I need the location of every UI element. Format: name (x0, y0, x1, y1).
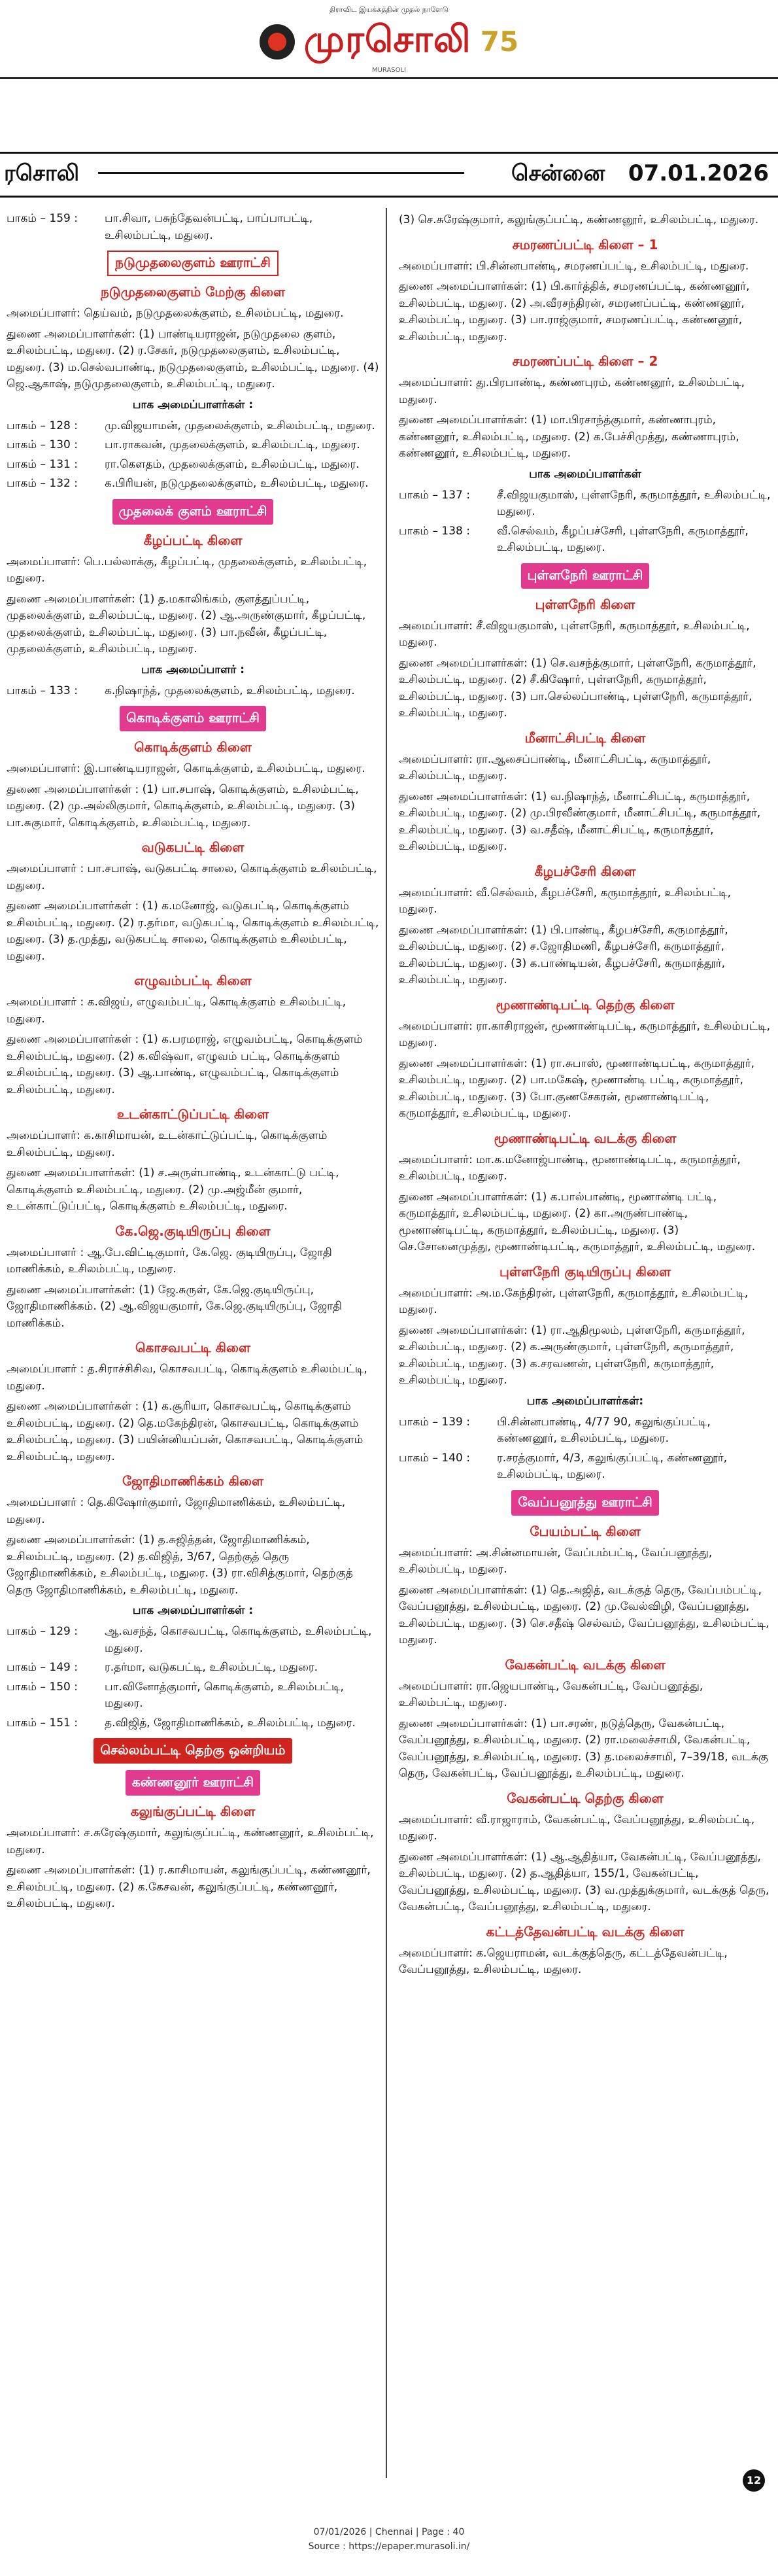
list-item: பாகம் – 138 : வீ.செல்வம், கீழப்பச்சேரி, புள்ளநேரி, கருமாத்தூர், உசிலம்பட்டி, மதுரை. (399, 524, 749, 554)
edition-bar (0, 152, 778, 198)
branch-heading: வடுகபட்டி கிளை (141, 839, 245, 855)
organizer-entry: அமைப்பாளர்: வீ.செல்வம், கீழபச்சேரி, கருமாத்தூர், உசிலம்பட்டி, மதுரை. (399, 886, 732, 916)
subsection-heading: பாக அமைப்பாளர்கள் (529, 467, 641, 481)
footer-edition-info: 07/01/2026 | Chennai | Page : 40 (313, 2527, 465, 2537)
organizer-entry: அமைப்பாளர்: ச.சுரேஷ்குமார், கலுங்குப்பட்டி, கண்ணனூர், உசிலம்பட்டி, மதுரை. (7, 1826, 374, 1856)
branch-heading: மூணாண்டிபட்டி தெற்கு கிளை (496, 996, 675, 1013)
masthead (0, 0, 778, 72)
page-footer (0, 2525, 778, 2554)
list-item: பாகம் – 151 : த.விஜித், ஜோதிமாணிக்கம், உசிலம்பட்டி, மதுரை. (7, 1716, 356, 1730)
deputy-entry: துணை அமைப்பாளர்கள் : (1) பா.சபாஷ், கொடிக்குளம், உசிலம்பட்டி, மதுரை. (2) மு.அல்லிகுமார், கொடிக்குளம், உசிலம்பட்டி, மதுரை. (3) பா.சுகுமார், கொடிக்குளம், உசிலம்பட்டி, மதுரை. (7, 782, 359, 829)
deputy-entry: துணை அமைப்பாளர்கள்: (1) ரா.சுபாஸ், மூணாண்டிபட்டி, கருமாத்தூர், உசிலம்பட்டி, மதுரை. (2) பா.மகேஷ், மூணாண்டி பட்டி, கருமாத்தூர், உசிலம்பட்டி, மதுரை. (3) போ.குணசேகரன், மூணாண்டிபட்டி, கருமாத்தூர், உசிலம்பட்டி, மதுரை. (399, 1056, 754, 1120)
branch-heading: ஜோதிமாணிக்கம் கிளை (122, 1473, 263, 1489)
organizer-entry: அமைப்பாளர்: இ.பாண்டியராஜன், கொடிக்குளம், உசிலம்பட்டி, மதுரை. (7, 762, 365, 775)
deputy-entry: துணை அமைப்பாளர்கள்: (1) பாண்டியராஜன், நடுமுதலை குளம், உசிலம்பட்டி, மதுரை. (2) ர.சேகர், நடுமுதலைகுளம், உசிலம்பட்டி, மதுரை. (3) ம.செல்வபாண்டி, நடுமுதலைகுளம், உசிலம்பட்டி, மதுரை. (4) ஜெ.ஆகாஷ், நடுமுதலைகுளம், உசிலம்பட்டி, மதுரை. (7, 327, 379, 391)
subsection-heading: பாக அமைப்பாளர்கள் : (132, 1604, 254, 1617)
branch-heading: வேகன்பட்டி வடக்கு கிளை (505, 1656, 666, 1673)
organizer-entry: அமைப்பாளர்: க.ஜெயராமன், வடக்குத்தெரு, கட்டத்தேவன்பட்டி, வேப்பனூத்து, உசிலம்பட்டி, மதுரை. (399, 1946, 728, 1976)
section-banner: முதலைக் குளம் ஊராட்சி (112, 499, 274, 525)
organizer-entry: அமைப்பாளர்: ரா.காசிராஜன், மூணாண்டிபட்டி, கருமாத்தூர், உசிலம்பட்டி, மதுரை. (399, 1019, 770, 1049)
list-item: பாகம் – 150 : பா.வினோத்குமார், கொடிக்குளம், உசிலம்பட்டி, மதுரை. (7, 1680, 344, 1710)
deputy-entry: துணை அமைப்பாளர்கள்: (1) பி.பாண்டி, கீழபச்சேரி, கருமாத்தூர், உசிலம்பட்டி, மதுரை. (2) ச.ஜோதிமணி, கீழபச்சேரி, கருமாத்தூர், உசிலம்பட்டி, மதுரை. (3) க.பாண்டியன், கீழபச்சேரி, கருமாத்தூர், உசிலம்பட்டி, மதுரை. (399, 923, 728, 986)
list-item: பாகம் – 133 : க.நிஷாந்த், முதலைக்குளம், உசிலம்பட்டி, மதுரை. (7, 684, 355, 697)
section-banner: புள்ளநேரி ஊராட்சி (521, 563, 650, 589)
list-item: பாகம் – 131 : ரா.கௌதம், முதலைக்குளம், உசிலம்பட்டி, மதுரை. (7, 457, 360, 471)
organizer-entry: அமைப்பாளர் : பா.சபாஷ், வடுகபட்டி சாலை, கொடிக்குளம் உசிலம்பட்டி, மதுரை. (7, 862, 377, 892)
organizer-entry: அமைப்பாளர்: பி.சின்னபாண்டி, சமரணப்பட்டி, உசிலம்பட்டி, மதுரை. (399, 259, 749, 273)
branch-heading: கே.ஜெ.குடியிருப்பு கிளை (115, 1223, 271, 1239)
list-item: பாகம் – 159 : பா.சிவா, பசுந்தேவன்பட்டி, பாப்பாபட்டி, உசிலம்பட்டி, மதுரை. (7, 212, 313, 242)
deputy-entry: துணை அமைப்பாளர்கள்: (1) மா.பிரசாந்த்குமார், கண்ணாபுரம், கண்ணனூர், உசிலம்பட்டி, மதுரை. (2) க.பேச்சிமுத்து, கண்ணாபுரம், கண்ணனூர், உசிலம்பட்டி, மதுரை. (399, 413, 739, 460)
deputy-entry: துணை அமைப்பாளர்கள்: (1) பி.கார்த்திக், சமரணப்பட்டி, கண்ணனூர், உசிலம்பட்டி, மதுரை. (2) அ.வீரசந்திரன், சமரணப்பட்டி, கண்ணனூர், உசிலம்பட்டி, மதுரை. (3) பா.ராஜ்குமார், சமரணப்பட்டி, கண்ணனூர், உசிலம்பட்டி, மதுரை. (399, 280, 750, 343)
section-banner: வேப்பனூத்து ஊராட்சி (511, 1490, 659, 1516)
branch-heading: கட்டத்தேவன்பட்டி வடக்கு கிளை (486, 1923, 685, 1940)
organizer-entry: அமைப்பாளர்: மா.க.மனோஜ்பாண்டி, மூணாண்டிபட்டி, கருமாத்தூர், உசிலம்பட்டி, மதுரை. (399, 1153, 741, 1183)
subsection-heading: பாக அமைப்பாளர் : (141, 663, 245, 676)
branch-heading: வேகன்பட்டி தெற்கு கிளை (507, 1790, 664, 1806)
deputy-entry: துணை அமைப்பாளர்கள்: (1) தெ.அஜித், வடக்குத் தெரு, வேப்பம்பட்டி, வேப்பனூத்து, உசிலம்பட்டி, மதுரை. (2) மு.வேல்விழி, வேப்பனூத்து, உசிலம்பட்டி, மதுரை. (3) செ.சதீஷ் செல்வம், வேப்பனூத்து, உசிலம்பட்டி, மதுரை. (399, 1583, 770, 1646)
organizer-entry: அமைப்பாளர்: வீ.ராஜாராம், வேகன்பட்டி, வேப்பனூத்து, உசிலம்பட்டி, மதுரை. (399, 1813, 755, 1843)
organizer-entry: அமைப்பாளர்: அ.சின்னமாயன், வேப்பம்பட்டி, வேப்பனூத்து, உசிலம்பட்டி, மதுரை. (399, 1546, 713, 1576)
edition-brand: ரசொலி (4, 160, 80, 186)
branch-heading: சமரணப்பட்டி கிளை – 1 (512, 236, 658, 252)
organizer-entry: அமைப்பாளர்: ரா.ஜெயபாண்டி, வேகன்பட்டி, வேப்பனூத்து, உசிலம்பட்டி, மதுரை. (399, 1679, 703, 1709)
bar-separator (98, 172, 464, 174)
masthead-rule (0, 77, 778, 79)
list-item: பாகம் – 132 : க.பிரியன், நடுமுதலைக்குளம், உசிலம்பட்டி, மதுரை. (7, 477, 369, 490)
organizer-entry: அமைப்பாளர் : த.சிராச்சிசிவ, கொசவபட்டி, கொடிக்குளம் உசிலம்பட்டி, மதுரை. (7, 1363, 367, 1393)
branch-heading: சமரணப்பட்டி கிளை – 2 (512, 353, 658, 369)
page-number-badge: 12 (743, 2469, 765, 2492)
branch-heading: கொடிக்குளம் கிளை (134, 739, 252, 755)
subsection-heading: பாக அமைப்பாளர்கள் : (132, 398, 254, 411)
organizer-entry: அமைப்பாளர் : தெ.கிஷோர்குமார், ஜோதிமாணிக்கம், உசிலம்பட்டி, மதுரை. (7, 1496, 346, 1526)
masthead-subline: MURASOLI (371, 67, 407, 74)
organizer-entry: அமைப்பாளர்: ரா.ஆசைப்பாண்டி, மீனாட்சிபட்டி, கருமாத்தூர், உசிலம்பட்டி, மதுரை. (399, 752, 711, 782)
deputy-entry: துணை அமைப்பாளர்கள் : (1) க.மனோஜ், வடுகபட்டி, கொடிக்குளம் உசிலம்பட்டி, மதுரை. (2) ர.தர்மா, வடுகபட்டி, கொடிக்குளம் உசிலம்பட்டி, மதுரை. (3) த.முத்து, வடுகபட்டி சாலை, கொடிக்குளம் உசிலம்பட்டி, மதுரை. (7, 899, 379, 963)
article-columns (0, 208, 778, 2478)
logo (0, 18, 778, 65)
branch-heading: உடன்காட்டுப்பட்டி கிளை (116, 1106, 269, 1122)
branch-heading: மீனாட்சிபட்டி கிளை (524, 729, 646, 746)
deputy-entry: துணை அமைப்பாளர்கள்: (1) த.சுஜித்தன், ஜோதிமாணிக்கம், உசிலம்பட்டி, மதுரை. (2) த.விஜித், 3/67, தெற்குத் தெரு ஜோதிமாணிக்கம், உசிலம்பட்டி, மதுரை. (3) ரா.விசித்குமார், தெற்குத் தெரு ஜோதிமாணிக்கம், உசிலம்பட்டி, மதுரை. (7, 1533, 353, 1597)
newspaper-title: முரசொலி (303, 18, 471, 61)
organizer-entry: அமைப்பாளர் : க.விஜய், எழுவம்பட்டி, கொடிக்குளம் உசிலம்பட்டி, மதுரை. (7, 996, 347, 1026)
list-item: பாகம் – 129 : ஆ.வசந்த், கொசவபட்டி, கொடிக்குளம், உசிலம்பட்டி, மதுரை. (7, 1625, 372, 1655)
organizer-entry: அமைப்பாளர் : ஆ.பே.விட்டிகுமார், கே.ஜெ. குடியிருப்பு, ஜோதி மாணிக்கம், உசிலம்பட்டி, மதுரை. (7, 1245, 332, 1276)
organizer-entry: அமைப்பாளர்: தெய்வம், நடுமுதலைக்குளம், உசிலம்பட்டி, மதுரை. (7, 307, 344, 320)
section-banner: கண்ணனூர் ஊராட்சி (126, 1770, 260, 1796)
organizer-entry: அமைப்பாளர்: க.காசிமாயன், உடன்காட்டுப்பட்டி, கொடிக்குளம் உசிலம்பட்டி, மதுரை. (7, 1129, 328, 1159)
branch-heading: புள்ளநேரி குடியிருப்பு கிளை (499, 1263, 671, 1279)
deputy-entry: துணை அமைப்பாளர்கள்: (1) ஆ.ஆதித்யா, வேகன்பட்டி, வேப்பனூத்து, உசிலம்பட்டி, மதுரை. (2) த.ஆதித்யா, 155/1, வேகன்பட்டி, வேப்பனூத்து, உசிலம்பட்டி, மதுரை. (3) வ.முத்துக்குமார், வடக்குத் தெரு, வேகன்பட்டி, வேப்பனூத்து, உசிலம்பட்டி, மதுரை. (399, 1850, 770, 1913)
list-item: பாகம் – 149 : ர.தர்மா, வடுகபட்டி, உசிலம்பட்டி, மதுரை. (7, 1661, 318, 1674)
deputy-entry: துணை அமைப்பாளர்கள்: (1) ச.அருள்பாண்டி, உடன்காட்டு பட்டி, கொடிக்குளம் உசிலம்பட்டி, மதுரை. (2) மு.அஜ்மீன் குமார், உடன்காட்டுப்பட்டி, கொடிக்குளம் உசிலம்பட்டி, மதுரை. (7, 1166, 339, 1213)
anniversary-badge: 75 (480, 26, 519, 58)
list-item: பாகம் – 130 : பா.ராகவன், முதலைக்குளம், உசிலம்பட்டி, மதுரை. (7, 438, 360, 451)
branch-heading: பேயம்பட்டி கிளை (530, 1523, 641, 1539)
organizer-entry: அமைப்பாளர்: பெ.பல்லாக்கு, கீழப்பட்டி, முதலைக்குளம், உசிலம்பட்டி, மதுரை. (7, 555, 367, 585)
branch-heading: நடுமுதலைகுளம் மேற்கு கிளை (100, 284, 286, 300)
deputy-entry: துணை அமைப்பாளர்கள்: (1) ரா.ஆதிமூலம், புள்ளநேரி, கருமாத்தூர், உசிலம்பட்டி, மதுரை. (2) க.அருண்குமார், புள்ளநேரி, கருமாத்தூர், உசிலம்பட்டி, மதுரை. (3) க.சரவணன், புள்ளநேரி, கருமாத்தூர், உசிலம்பட்டி, மதுரை. (399, 1323, 745, 1387)
deputy-entry: துணை அமைப்பாளர்கள் : (1) க.சூரியா, கொசவபட்டி, கொடிக்குளம் உசிலம்பட்டி, மதுரை. (2) தெ.மகேந்திரன், கொசவபட்டி, கொடிக்குளம் உசிலம்பட்டி, மதுரை. (3) பயின்னியப்பன், கொசவபட்டி, கொடிக்குளம் உசிலம்பட்டி, மதுரை. (7, 1400, 364, 1463)
deputy-entry: (3) செ.சுரேஷ்குமார், கலுங்குப்பட்டி, கண்ணனூர், உசிலம்பட்டி, மதுரை. (399, 213, 759, 226)
deputy-entry: துணை அமைப்பாளர்கள்: (1) க.பால்பாண்டி, மூணாண்டி பட்டி, கருமாத்தூர், உசிலம்பட்டி, மதுரை. (2) கா.அருண்பாண்டி, மூணாண்டிபட்டி, கருமாத்தூர், உசிலம்பட்டி, மதுரை. (3) செ.சோனைமுத்து, மூணாண்டிபட்டி, கருமாத்தூர், உசிலம்பட்டி, மதுரை. (399, 1190, 756, 1253)
branch-heading: மூணாண்டிபட்டி வடக்கு கிளை (494, 1130, 677, 1146)
section-banner: நடுமுதலைகுளம் ஊராட்சி (107, 251, 279, 276)
branch-heading: கொசவபட்டி கிளை (135, 1340, 251, 1355)
branch-heading: எழுவம்பட்டி கிளை (134, 973, 252, 988)
branch-heading: கலுங்குப்பட்டி கிளை (130, 1803, 256, 1819)
list-item: பாகம் – 128 : மு.விஜயாமன், முதலைக்குளம், உசிலம்பட்டி, மதுரை. (7, 419, 375, 432)
list-item: பாகம் – 140 : ர.சரத்குமார், 4/3, கலுங்குப்பட்டி, கண்ணனூர், உசிலம்பட்டி, மதுரை. (399, 1451, 728, 1481)
deputy-entry: துணை அமைப்பாளர்கள்: (1) ர.காசிமாயன், கலுங்குப்பட்டி, கண்ணனூர், உசிலம்பட்டி, மதுரை. (2) க.கேசவன், கலுங்குப்பட்டி, கண்ணனூர், உசிலம்பட்டி, மதுரை. (7, 1864, 371, 1910)
subsection-heading: பாக அமைப்பாளர்கள்: (526, 1394, 644, 1408)
organizer-entry: அமைப்பாளர்: சீ.விஜயகுமாஸ், புள்ளநேரி, கருமாத்தூர், உசிலம்பட்டி, மதுரை. (399, 619, 750, 649)
list-item: பாகம் – 139 : பி.சின்னபாண்டி, 4/77 90, கலுங்குப்பட்டி, கண்ணனூர், உசிலம்பட்டி, மதுரை. (399, 1415, 711, 1445)
branch-heading: புள்ளநேரி கிளை (535, 596, 635, 612)
organizer-entry: அமைப்பாளர்: து.பிரபாண்டி, கண்ணபுரம், கண்ணனூர், உசிலம்பட்டி, மதுரை. (399, 376, 745, 406)
deputy-entry: துணை அமைப்பாளர்கள் : (1) க.பரமராஜ், எழுவம்பட்டி, கொடிக்குளம் உசிலம்பட்டி, மதுரை. (2) க.விஷ்வா, எழுவம் பட்டி, கொடிக்குளம் உசிலம்பட்டி, மதுரை. (3) ஆ.பாண்டி, எழுவம்பட்டி, கொடிக்குளம் உசிலம்பட்டி, மதுரை. (7, 1033, 363, 1096)
footer-source-link[interactable]: Source : https://epaper.murasoli.in/ (308, 2541, 470, 2552)
deputy-entry: துணை அமைப்பாளர்கள்: (1) செ.வசந்த்குமார், புள்ளநேரி, கருமாத்தூர், உசிலம்பட்டி, மதுரை. (2) சீ.கிஷோர், புள்ளநேரி, கருமாத்தூர், உசிலம்பட்டி, மதுரை. (3) பா.செல்லப்பாண்டி, புள்ளநேரி, கருமாத்தூர், உசிலம்பட்டி, மதுரை. (399, 656, 756, 720)
masthead-tagline: திராவிட இயக்கத்தின் முதல் நாளேடு (329, 5, 449, 14)
right-column (399, 208, 771, 1983)
organizer-entry: அமைப்பாளர்: அ.ம.கேந்திரன், புள்ளநேரி, கருமாத்தூர், உசிலம்பட்டி, மதுரை. (399, 1286, 749, 1316)
deputy-entry: துணை அமைப்பாளர்கள்: (1) ஜே.சுருள், கே.ஜெ.குடியிருப்பு, ஜோதிமாணிக்கம். (2) ஆ.விஜயகுமார், கே.ஜெ.குடியிருப்பு, ஜோதி மாணிக்கம். (7, 1283, 342, 1330)
section-banner: கொடிக்குளம் ஊராட்சி (120, 706, 266, 731)
deputy-entry: துணை அமைப்பாளர்கள்: (1) த.மகாலிங்கம், குளத்துப்பட்டி, முதலைக்குளம், உசிலம்பட்டி, மதுரை. (2) ஆ.அருண்குமார், கீழப்பட்டி, முதலைக்குளம், உசிலம்பட்டி, மதுரை. (3) பா.நவீன், கீழப்பட்டி, முதலைக்குளம், உசிலம்பட்டி, மதுரை. (7, 592, 366, 655)
edition-date: சென்னை 07.01.2026 (511, 160, 769, 186)
union-banner: செல்லம்பட்டி தெற்கு ஒன்றியம் (93, 1738, 292, 1764)
deputy-entry: துணை அமைப்பாளர்கள்: (1) பா.சரண், நடுத்தெரு, வேகன்பட்டி, வேப்பனூத்து, உசிலம்பட்டி, மதுரை. (2) ரா.மலைச்சாமி, வேகன்பட்டி, வேப்பனூத்து, உசிலம்பட்டி, மதுரை. (3) த.மலைச்சாமி, 7–39/18, வடக்கு தெரு, வேகன்பட்டி, வேப்பனூத்து, உசிலம்பட்டி, மதுரை. (399, 1716, 768, 1780)
list-item: பாகம் – 137 : சீ.விஜயகுமாஸ், புள்ளநேரி, கருமாத்தூர், உசிலம்பட்டி, மதுரை. (399, 488, 771, 518)
branch-heading: கீழபச்சேரி கிளை (534, 863, 636, 879)
logo-emblem-icon (260, 24, 295, 60)
branch-heading: கீழப்பட்டி கிளை (143, 532, 243, 548)
left-column (7, 208, 379, 1917)
deputy-entry: துணை அமைப்பாளர்கள்: (1) வ.நிஷாந்த், மீனாட்சிபட்டி, கருமாத்தூர், உசிலம்பட்டி, மதுரை. (2) மு.பிரவீண்குமார், மீனாட்சிபட்டி, கருமாத்தூர், உசிலம்பட்டி, மதுரை. (3) வ.சதீஷ், மீனாட்சிபட்டி, கருமாத்தூர், உசிலம்பட்டி, மதுரை. (399, 790, 761, 853)
